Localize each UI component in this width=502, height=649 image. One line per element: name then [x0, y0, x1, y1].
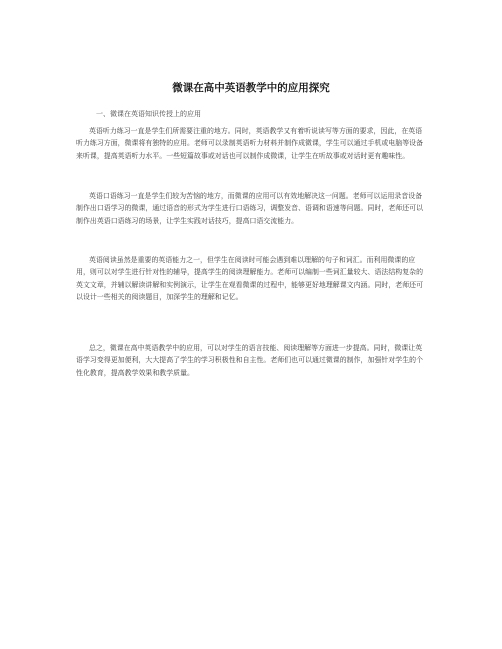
- paragraph-reading: 英语阅读虽然是重要的英语能力之一，但学生在阅读时可能会遇到难以理解的句子和词汇。而利用微课的应用，则可以对学生进行针对性的辅导，提高学生的阅读理解能力。老师可以编制一些词汇量较大、语法结构复杂的英文文章，并辅以解读讲解和实例演示，让学生在观看微课的过程中，能够更好地理解课文内涵。同时，老师还可以设计一些相关的阅读题目，加深学生的理解和记忆。: [76, 256, 424, 301]
- paragraph-conclusion: 总之，微课在高中英语教学中的应用，可以对学生的语言技能、阅读理解等方面进一步提高。同时，微课让英语学习变得更加便利，大大提高了学生的学习积极性和自主性。老师们也可以通过微课的制作，加强针对学生的个性化教育，提高教学效果和教学质量。: [76, 344, 424, 377]
- document-title: 微课在高中英语教学中的应用探究: [172, 82, 330, 94]
- paragraph-speaking: 英语口语练习一直是学生们较为苦恼的地方，而微课的应用可以有效地解决这一问题。老师可以运用录音设备制作出口语学习的微课，通过语音的形式为学生进行口语练习，调整发音、语调和语速等问题。同时，老师还可以制作出英语口语练习的场景，让学生实践对话技巧，提高口语交流能力。: [76, 192, 424, 225]
- paragraph-listening: 英语听力练习一直是学生们所需要注重的地方。同时，英语教学又有着听说读写等方面的要求，因此，在英语听力练习方面，微课将有独特的应用。老师可以录制英语听力材料并制作成微课，学生可以通过手机或电脑等设备来听课，提高英语听力水平。一些短篇故事或对话也可以制作成微课，让学生在听故事或对话时更有趣味性。: [76, 127, 424, 160]
- section-heading: 一、微课在英语知识传授上的应用: [96, 110, 201, 118]
